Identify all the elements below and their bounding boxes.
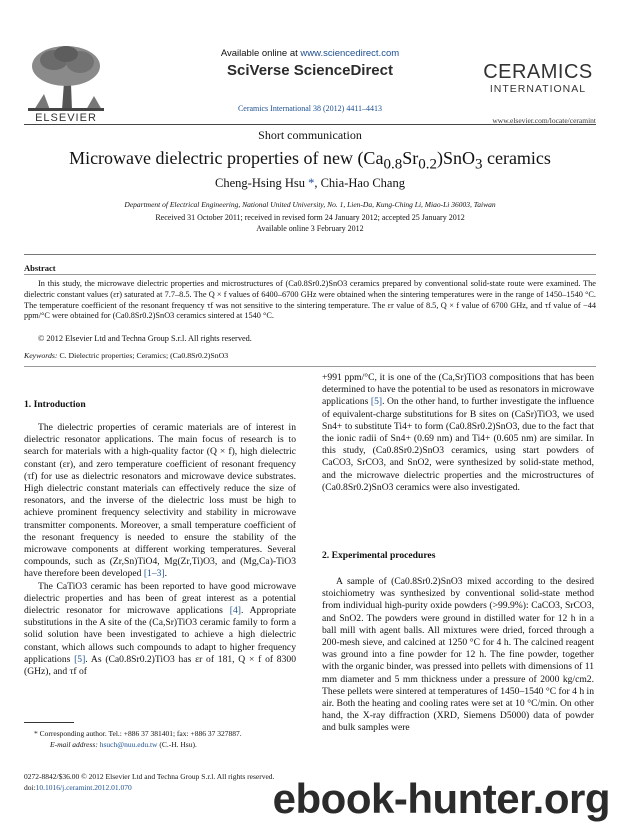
title-part: Microwave dielectric properties of new (Ca bbox=[69, 148, 384, 168]
abstract-divider bbox=[24, 274, 596, 275]
journal-citation-link[interactable]: Ceramics International 38 (2012) 4411–4413 bbox=[237, 104, 383, 113]
keywords-list: C. Dielectric properties; Ceramics; (Ca0.8Sr0.2)SnO3 bbox=[57, 351, 229, 360]
paragraph-text: The dielectric properties of ceramic materials are of interest in dielectric resonator applications. The main focus of research is to search for materials with a high-quality factor (Q × f), high dielectric constant (εr), and zero temperature coefficient of resonant frequency (τf) for use as dielectric resonators and microwave device substrates. High dielectric constant materials can effectively reduce the size of resonators, and the inverse of the dielectric loss must be high to achieve prominent frequency selectivity and stability in microwave transmitter components. Moreover, a small temperature coefficient of the resonant frequency is needed to ensure the stability of the microwave components at different working temperatures. Several compounds, such as (Zr,Sn)TiO4, Mg(Zr,Ti)O3, and (Mg,Ca)-TiO3 have therefore been developed bbox=[24, 422, 296, 580]
paragraph bbox=[322, 372, 594, 494]
title-divider bbox=[24, 254, 596, 255]
keywords-label: Keywords: bbox=[24, 351, 58, 360]
keywords-line bbox=[24, 351, 228, 360]
reference-link[interactable]: [5] bbox=[370, 396, 383, 408]
article-title bbox=[0, 148, 620, 174]
reference-link[interactable]: [4] bbox=[229, 605, 241, 617]
corresponding-author-link[interactable]: * bbox=[304, 176, 315, 190]
title-part: ceramics bbox=[482, 148, 551, 168]
doi-link[interactable]: 10.1016/j.ceramint.2012.01.070 bbox=[35, 783, 132, 792]
section-heading-introduction: 1. Introduction bbox=[24, 399, 86, 410]
availability-prefix: Available online at bbox=[220, 48, 301, 59]
paragraph bbox=[24, 581, 296, 679]
paragraph-text: . On the other hand, to further investigate the influence of equivalent-charge substitutions for B sites on (CaSr)TiO3, we used Sn4+ to substitute Ti4+ to form (Ca0.8Sr0.2)SnO3, due to the fact that the ionic radii of Sn4+ (0.69 nm) and Ti4+ (0.605 nm) are similar. In this study, (Ca0.8Sr0.2)SnO3 ceramics, using start powders of CaCO3, SrCO3, and SnO2, were synthesized by solid-state method, and the microwave dielectric properties and the microstructures of (Ca0.8Sr0.2)SnO3 ceramics were also investigated. bbox=[322, 396, 594, 493]
availability-line bbox=[0, 48, 620, 59]
publisher-wordmark: ELSEVIER bbox=[35, 112, 97, 124]
journal-logo-line1: CERAMICS bbox=[483, 61, 593, 83]
watermark-text: ebook-hunter.org bbox=[272, 775, 610, 822]
paragraph-text: The CaTiO3 ceramic has been reported to have good microwave dielectric properties and has been of great interest as a potential dielectric resonator for microwave applications bbox=[24, 580, 296, 617]
paragraph: A sample of (Ca0.8Sr0.2)SnO3 mixed according to the desired stoichiometry was synthesized by conventional solid-state method from individual high-purity oxide powders (>99.9%): CaCO3, SrCO3, and SnO2. The powders were ground in distilled water for 12 h in a ball mill with agent balls. All mixtures were dried, forced through a 200-mesh sieve, and calcined at 1250 °C for 4 h. The calcined reagent was ground into a fine powder for 12 h. The fine powder, together with the organic binder, was pressed into pellets with dimensions of 11 mm diameter and 5 mm thickness under a pressure of 2000 kg/cm2. These pellets were sintered at temperatures of 1450–1540 °C for 4 h in air. Both the heating and cooling rates were set at 10 °C/min. On other hand, the X-ray diffraction (XRD, Siemens D5000) data of powder and bulk samples were bbox=[322, 576, 594, 734]
right-column-text bbox=[322, 372, 594, 494]
reference-link[interactable]: [1–3] bbox=[143, 568, 165, 580]
author-list bbox=[0, 176, 620, 191]
abstract-bottom-divider bbox=[24, 366, 596, 367]
online-date: Available online 3 February 2012 bbox=[256, 224, 364, 233]
issn-line: 0272-8842/$36.00 © 2012 Elsevier Ltd and Techna Group S.r.l. All rights reserved. bbox=[24, 772, 275, 781]
paragraph: The dielectric properties of ceramic materials are of interest in dielectric resonator applications. The main focus of research is to search for materials with a high-quality factor (Q × f), high dielectric constant (εr), and zero temperature coefficient of resonant frequency (τf) for use as dielectric resonators and microwave device substrates. High dielectric constant materials can effectively reduce the size of resonators, and the inverse of the dielectric loss must be high to achieve prominent frequency selectivity and stability in microwave transmitter components. Moreover, a small temperature coefficient of the resonant frequency is needed to ensure the stability of the microwave components at different working temperatures. Several compounds, such as (Zr,Sn)TiO4, Mg(Zr,Ti)O3, and (Mg,Ca)-TiO3 have therefore been developed [1–3]. bbox=[24, 422, 296, 580]
abstract-text: In this study, the microwave dielectric properties and microstructures of (Ca0.8Sr0.2)SnO3 ceramics prepared by conventional solid-state route were examined. The dielectric constant values (εr) saturated at 7.7–8.5. The Q × f values of 6400–6700 GHz were obtained when the sintering temperatures were in the range of 1450–1540 °C. The temperature coefficient of the resonant frequency τf was not sensitive to the sintering temperature. The εr value of 8.5, Q × f value of 6700 GHz, and τf value of −44 ppm/°C were obtained for (Ca0.8Sr0.2)SnO3 ceramics sintered at 1540 °C. bbox=[24, 279, 596, 321]
title-subscript: 3 bbox=[474, 156, 483, 173]
footnote-divider bbox=[24, 722, 74, 723]
author-name: Cheng-Hsing Hsu bbox=[215, 176, 305, 190]
title-subscript: 0.2 bbox=[418, 156, 437, 173]
corresponding-author-note: * Corresponding author. Tel.: +886 37 381401; fax: +886 37 327887. bbox=[34, 729, 242, 738]
sciencedirect-link[interactable]: www.sciencedirect.com bbox=[300, 48, 400, 59]
affiliation: Department of Electrical Engineering, National United University, No. 1, Lien-Da, Kung-Ching Li, Miao-Li 36003, Taiwan bbox=[124, 200, 496, 209]
abstract-heading: Abstract bbox=[24, 263, 56, 273]
received-dates: Received 31 October 2011; received in revised form 24 January 2012; accepted 25 January 2012 bbox=[155, 213, 465, 222]
journal-logo-line2: INTERNATIONAL bbox=[489, 83, 587, 95]
paragraph-text: +991 ppm/°C, it is one of the (Ca,Sr)TiO3 compositions that has been determined to have the potential to be used as resonators in microwave applications bbox=[322, 372, 595, 408]
title-subscript: 0.8 bbox=[383, 156, 403, 173]
header-divider bbox=[24, 124, 596, 125]
paragraph-text: . As (Ca0.8Sr0.2)TiO3 has εr of 181, Q × f of 8300 (GHz), and τf of bbox=[24, 653, 296, 678]
title-part: )SnO bbox=[436, 148, 475, 168]
platform-name: SciVerse ScienceDirect bbox=[227, 62, 393, 79]
paragraph-text: . Appropriate substitutions in the A site of the (Ca,Sr)TiO3 ceramic family to form a solid solution have been investigated to achieve a high dielectric constant, which allows such compounds to adapt to higher frequency applications bbox=[24, 605, 296, 665]
email-label: E-mail address: bbox=[50, 740, 100, 749]
title-part: Sr bbox=[402, 148, 419, 168]
doi-label: doi: bbox=[24, 783, 36, 792]
journal-url-link[interactable]: www.elsevier.com/locate/ceramint bbox=[492, 116, 596, 125]
article-type: Short communication bbox=[258, 128, 362, 142]
right-column-text-2 bbox=[322, 576, 594, 735]
doi-line bbox=[24, 783, 132, 792]
section-heading-experimental: 2. Experimental procedures bbox=[322, 550, 436, 561]
email-note bbox=[50, 740, 197, 749]
email-link[interactable]: hsuch@nuu.edu.tw bbox=[99, 740, 158, 749]
email-tail: (C.-H. Hsu). bbox=[157, 740, 197, 749]
left-column-text bbox=[24, 422, 296, 678]
author-name: , Chia-Hao Chang bbox=[314, 176, 405, 190]
copyright-line: © 2012 Elsevier Ltd and Techna Group S.r.l. All rights reserved. bbox=[38, 334, 252, 343]
reference-link[interactable]: [5] bbox=[74, 653, 86, 665]
